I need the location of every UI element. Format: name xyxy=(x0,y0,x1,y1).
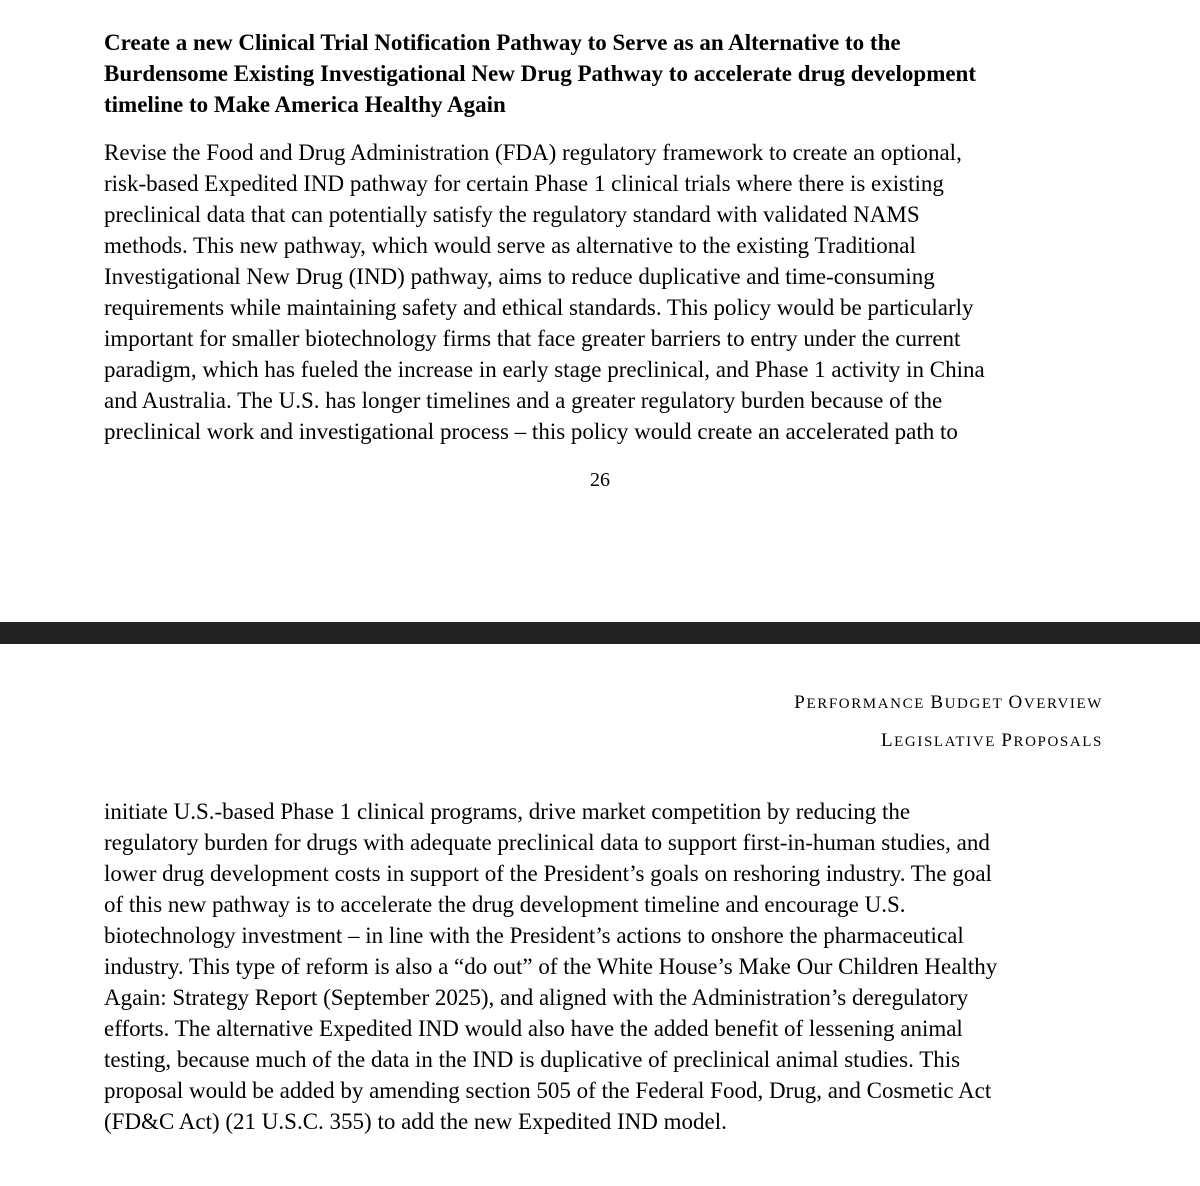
section-heading xyxy=(104,27,1104,120)
body-line: (FD&C Act) (21 U.S.C. 355) to add the new Expedited IND model. xyxy=(104,1109,727,1134)
page-separator xyxy=(0,622,1200,644)
body-line: methods. This new pathway, which would serve as alternative to the existing Traditional xyxy=(104,233,916,258)
heading-line: timeline to Make America Healthy Again xyxy=(104,92,506,117)
running-head-line1: PERFORMANCE BUDGET OVERVIEW xyxy=(794,692,1103,713)
body-line: industry. This type of reform is also a “do out” of the White House’s Make Our Children Healthy xyxy=(104,954,998,979)
body-line: testing, because much of the data in the IND is duplicative of preclinical animal studies. This xyxy=(104,1047,961,1072)
body-line: Revise the Food and Drug Administration (FDA) regulatory framework to create an optional, xyxy=(104,140,962,165)
body-line: regulatory burden for drugs with adequate preclinical data to support first-in-human studies, and xyxy=(104,830,990,855)
page-number: 26 xyxy=(590,469,610,491)
body-line: requirements while maintaining safety and ethical standards. This policy would be particularly xyxy=(104,295,974,320)
document-page-bottom xyxy=(0,644,1200,1186)
body-line: and Australia. The U.S. has longer timelines and a greater regulatory burden because of the xyxy=(104,388,943,413)
body-line: of this new pathway is to accelerate the drug development timeline and encourage U.S. xyxy=(104,892,906,917)
body-line: Again: Strategy Report (September 2025), and aligned with the Administration’s deregulatory xyxy=(104,985,969,1010)
running-head-line2: LEGISLATIVE PROPOSALS xyxy=(880,730,1103,751)
body-line: Investigational New Drug (IND) pathway, aims to reduce duplicative and time-consuming xyxy=(104,264,935,289)
body-line: efforts. The alternative Expedited IND would also have the added benefit of lessening animal xyxy=(104,1016,963,1041)
body-line: important for smaller biotechnology firms that face greater barriers to entry under the current xyxy=(104,326,961,351)
body-line: initiate U.S.-based Phase 1 clinical programs, drive market competition by reducing the xyxy=(104,799,911,824)
body-line: paradigm, which has fueled the increase in early stage preclinical, and Phase 1 activity in China xyxy=(104,357,985,382)
body-line: proposal would be added by amending section 505 of the Federal Food, Drug, and Cosmetic Act xyxy=(104,1078,992,1103)
body-line: risk-based Expedited IND pathway for certain Phase 1 clinical trials where there is existing xyxy=(104,171,944,196)
body-line: preclinical data that can potentially satisfy the regulatory standard with validated NAMS xyxy=(104,202,920,227)
body-line: preclinical work and investigational process – this policy would create an accelerated path to xyxy=(104,419,958,444)
body-line: biotechnology investment – in line with the President’s actions to onshore the pharmaceutical xyxy=(104,923,964,948)
heading-line: Burdensome Existing Investigational New Drug Pathway to accelerate drug development xyxy=(104,61,977,86)
heading-line: Create a new Clinical Trial Notification Pathway to Serve as an Alternative to the xyxy=(104,30,901,55)
body-line: lower drug development costs in support of the President’s goals on reshoring industry. The goal xyxy=(104,861,992,886)
